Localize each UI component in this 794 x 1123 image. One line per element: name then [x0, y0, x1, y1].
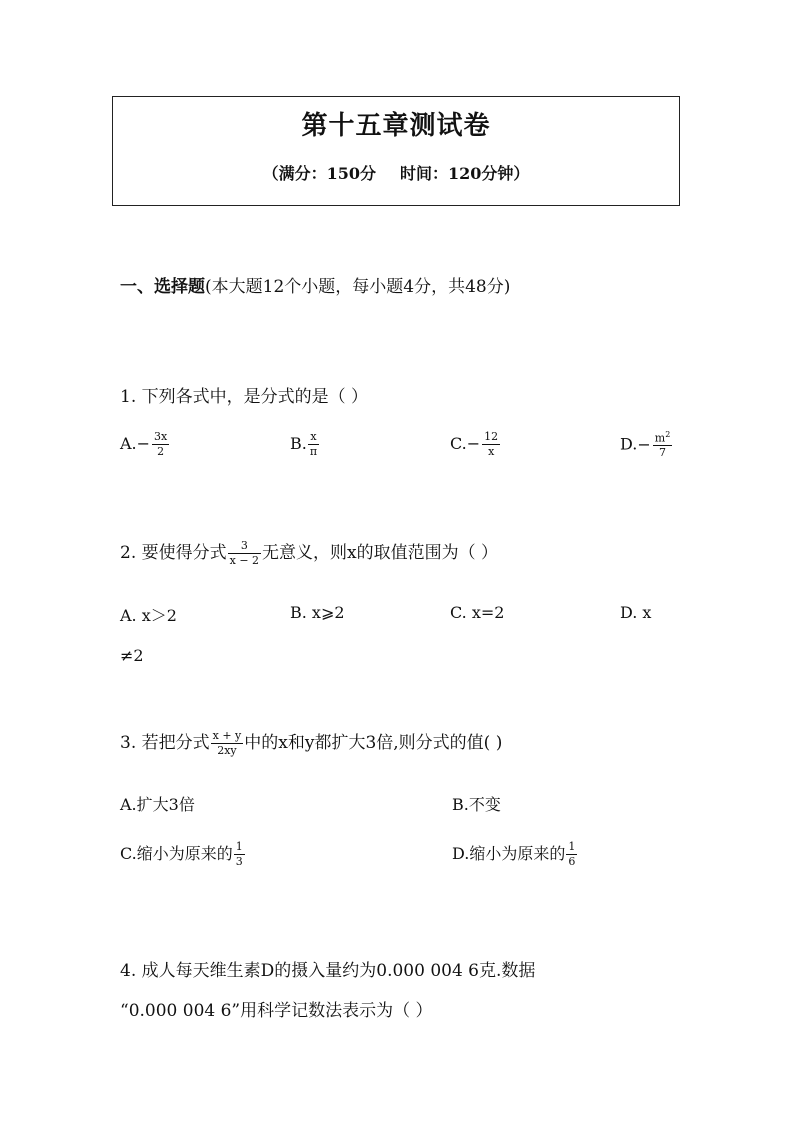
numerator: 12: [484, 430, 499, 443]
q2-option-c[interactable]: C. x=2: [450, 603, 505, 622]
q1-stem: 1. 下列各式中，是分式的是（ ）: [120, 387, 369, 407]
denominator: 2: [152, 444, 169, 459]
q4-stem-line2: “0.000 004 6”用科学记数法表示为（ ）: [120, 1001, 433, 1021]
q3-option-b[interactable]: B.不变: [452, 795, 501, 814]
q3-option-d[interactable]: [452, 840, 578, 869]
option-label: A.: [120, 433, 137, 453]
q3-stem: [120, 728, 502, 758]
denominator: 2xy: [211, 743, 244, 758]
exponent: 2: [665, 430, 671, 439]
q1-option-a[interactable]: [120, 430, 170, 459]
stem-text: 无意义，则x的取值范围为（ ）: [262, 543, 499, 563]
option-text: C.缩小为原来的: [120, 843, 233, 863]
denominator: x − 2: [229, 554, 260, 567]
numerator: x: [310, 430, 317, 443]
numerator: 1: [568, 840, 576, 853]
option-text: D.缩小为原来的: [452, 843, 566, 863]
q2-stem: [120, 538, 498, 568]
q2-option-b[interactable]: B. x⩾2: [290, 603, 345, 622]
fraction: [234, 840, 245, 869]
exam-time: 时间：120分钟）: [400, 164, 530, 183]
q1-option-b[interactable]: [290, 430, 320, 459]
fraction: [211, 729, 244, 758]
q1-option-d[interactable]: [620, 430, 673, 460]
denominator: π: [309, 444, 318, 458]
q4-stem-line1: 4. 成人每天维生素D的摄入量约为0.000 004 6克.数据: [120, 961, 536, 981]
fraction: [152, 430, 169, 459]
denominator: 6: [568, 854, 576, 868]
header-box: [112, 96, 680, 206]
exam-title: 第十五章测试卷: [301, 111, 491, 141]
option-label: D.: [620, 434, 638, 454]
numerator-base: m: [654, 431, 666, 445]
fraction: [228, 539, 261, 568]
numerator: 3x: [154, 430, 168, 443]
stem-text: 3. 若把分式: [120, 733, 210, 753]
q3-option-a[interactable]: A.扩大3倍: [120, 795, 195, 814]
numerator: x + y: [212, 729, 242, 743]
fraction: [482, 430, 500, 459]
minus-sign: −: [466, 433, 481, 453]
exam-score: （满分：150分: [262, 164, 376, 183]
minus-sign: −: [637, 434, 651, 454]
minus-sign: −: [136, 433, 151, 453]
denominator: 7: [653, 445, 673, 460]
exam-subtitle: [113, 161, 679, 184]
q2-option-d[interactable]: D. x: [620, 603, 652, 622]
section-title: [120, 272, 510, 297]
fraction: [566, 840, 577, 869]
fraction: [653, 430, 673, 460]
numerator: [653, 430, 673, 445]
stem-text: 2. 要使得分式: [120, 543, 227, 563]
denominator: x: [482, 444, 500, 459]
stem-text: 中的x和y都扩大3倍,则分式的值( ): [244, 733, 503, 753]
denominator: 3: [235, 854, 243, 868]
option-label: B.: [290, 433, 307, 453]
option-label: C.: [450, 433, 467, 453]
numerator: 1: [235, 840, 243, 853]
numerator: 3: [240, 539, 248, 553]
q1-option-c[interactable]: [450, 430, 501, 459]
q2-option-d-wrap: ≠2: [120, 646, 144, 665]
q3-option-c[interactable]: [120, 840, 246, 869]
section-heading: 一、选择题: [120, 277, 205, 297]
q2-option-a[interactable]: A. x＞2: [120, 606, 177, 625]
section-desc: (本大题12个小题，每小题4分，共48分): [205, 277, 511, 297]
fraction: [308, 430, 319, 459]
